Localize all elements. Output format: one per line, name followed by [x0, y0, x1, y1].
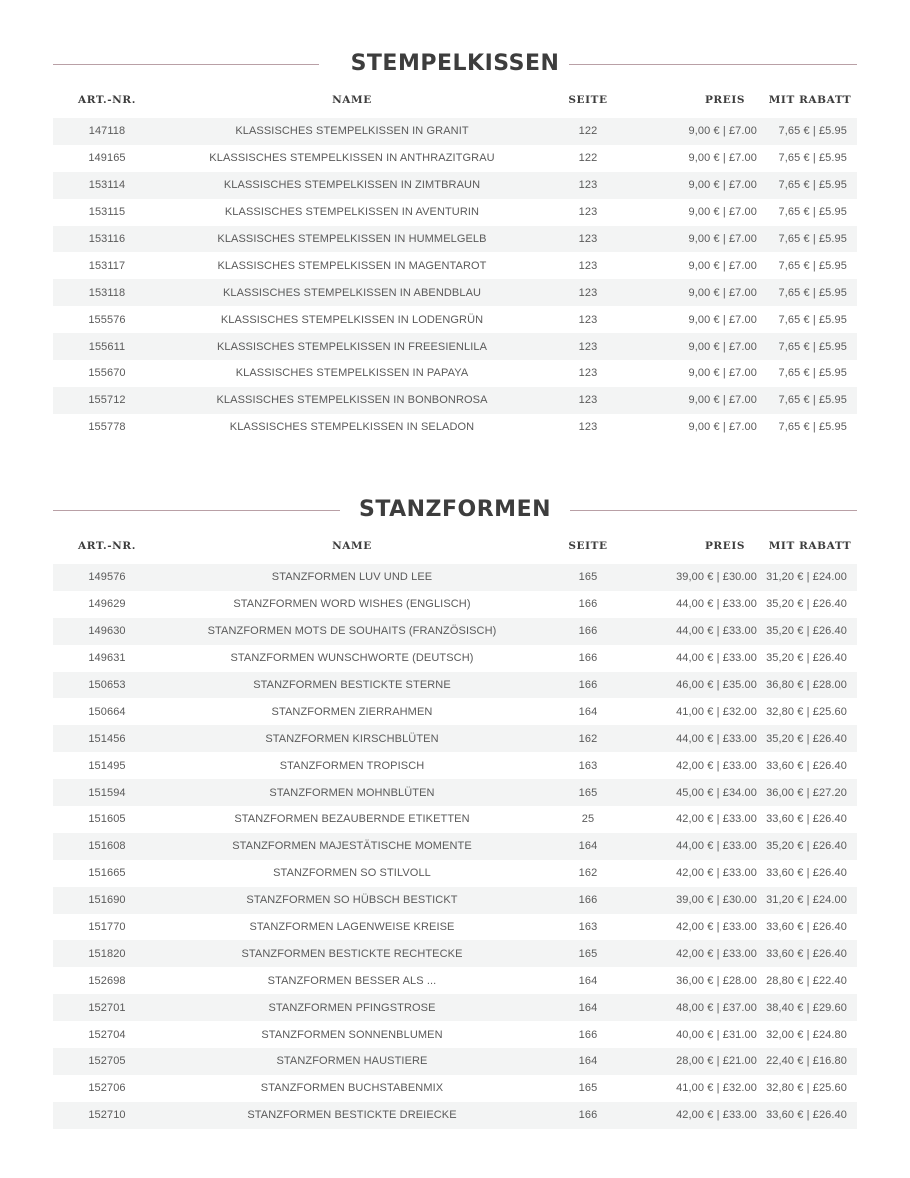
- cell-name: KLASSISCHES STEMPELKISSEN IN AVENTURIN: [224, 206, 480, 219]
- cell-art-nr: 155670: [88, 367, 126, 380]
- table-row: [53, 725, 857, 752]
- cell-rabatt: 35,20 € | £26.40: [766, 598, 847, 611]
- cell-preis: 44,00 € | £33.00: [676, 598, 757, 611]
- cell-preis: 9,00 € | £7.00: [688, 367, 757, 380]
- cell-rabatt: 35,20 € | £26.40: [766, 732, 847, 745]
- table-row: [53, 118, 857, 145]
- cell-name: STANZFORMEN WORD WISHES (ENGLISCH): [233, 598, 471, 611]
- table-row: [53, 967, 857, 994]
- cell-seite: 165: [578, 786, 598, 799]
- cell-rabatt: 36,80 € | £28.00: [766, 679, 847, 691]
- cell-name: STANZFORMEN WUNSCHWORTE (DEUTSCH): [230, 652, 474, 665]
- cell-name: STANZFORMEN SO HÜBSCH BESTICKT: [246, 894, 458, 907]
- cell-preis: 9,00 € | £7.00: [688, 233, 757, 245]
- section-stanzformen: [53, 495, 857, 1129]
- cell-preis: 46,00 € | £35.00: [676, 679, 757, 691]
- cell-rabatt: 38,40 € | £29.60: [766, 1001, 847, 1014]
- cell-seite: 123: [578, 286, 598, 299]
- cell-rabatt: 35,20 € | £26.40: [766, 652, 847, 665]
- cell-rabatt: 33,60 € | £26.40: [766, 921, 847, 934]
- cell-name: STANZFORMEN MAJESTÄTISCHE MOMENTE: [232, 840, 472, 853]
- cell-name: STANZFORMEN PFINGSTROSE: [268, 1001, 436, 1014]
- table-row: [53, 994, 857, 1021]
- cell-art-nr: 153114: [88, 179, 126, 192]
- table-row: [53, 360, 857, 387]
- table-row: [53, 252, 857, 279]
- cell-preis: 9,00 € | £7.00: [688, 286, 757, 299]
- cell-art-nr: 153118: [88, 286, 126, 299]
- cell-rabatt: 31,20 € | £24.00: [766, 571, 847, 584]
- cell-seite: 166: [578, 625, 598, 638]
- cell-preis: 39,00 € | £30.00: [676, 571, 757, 584]
- cell-rabatt: 32,00 € | £24.80: [766, 1028, 847, 1041]
- table-row: [53, 1021, 857, 1048]
- cell-art-nr: 153116: [88, 233, 126, 245]
- cell-rabatt: 33,60 € | £26.40: [766, 867, 847, 880]
- header-seite: SEITE: [568, 540, 608, 552]
- cell-preis: 48,00 € | £37.00: [676, 1001, 757, 1014]
- cell-art-nr: 150664: [88, 705, 126, 718]
- cell-art-nr: 151820: [88, 947, 126, 960]
- cell-art-nr: 151456: [88, 732, 126, 745]
- cell-art-nr: 149629: [88, 598, 126, 611]
- cell-art-nr: 155778: [88, 421, 126, 434]
- cell-rabatt: 7,65 € | £5.95: [778, 233, 847, 245]
- cell-rabatt: 33,60 € | £26.40: [766, 759, 847, 772]
- cell-preis: 42,00 € | £33.00: [676, 813, 757, 826]
- section-stempelkissen: [53, 49, 857, 441]
- cell-name: KLASSISCHES STEMPELKISSEN IN BONBONROSA: [216, 394, 488, 407]
- table-row: [53, 145, 857, 172]
- cell-name: KLASSISCHES STEMPELKISSEN IN ABENDBLAU: [222, 286, 482, 299]
- cell-seite: 166: [578, 1028, 598, 1041]
- cell-seite: 166: [578, 598, 598, 611]
- cell-seite: 162: [578, 732, 598, 745]
- table-row: [53, 940, 857, 967]
- section-title: STEMPELKISSEN: [53, 49, 857, 79]
- table-row: [53, 333, 857, 360]
- table-row: [53, 226, 857, 253]
- header-rabatt: MIT RABATT: [768, 94, 852, 106]
- cell-rabatt: 35,20 € | £26.40: [766, 625, 847, 638]
- table-row: [53, 1048, 857, 1075]
- cell-seite: 164: [578, 974, 598, 987]
- table-row: [53, 645, 857, 672]
- cell-rabatt: 7,65 € | £5.95: [778, 367, 847, 380]
- cell-preis: 41,00 € | £32.00: [676, 705, 757, 718]
- cell-art-nr: 152701: [88, 1001, 126, 1014]
- table-row: [53, 306, 857, 333]
- cell-seite: 164: [578, 1001, 598, 1014]
- cell-seite: 166: [578, 679, 598, 691]
- cell-rabatt: 32,80 € | £25.60: [766, 1082, 847, 1095]
- cell-name: KLASSISCHES STEMPELKISSEN IN LODENGRÜN: [220, 313, 484, 326]
- header-preis: PREIS: [704, 94, 746, 106]
- cell-art-nr: 151594: [88, 786, 126, 799]
- cell-seite: 123: [578, 233, 598, 245]
- cell-art-nr: 149165: [88, 152, 126, 165]
- table-row: [53, 414, 857, 441]
- cell-preis: 40,00 € | £31.00: [676, 1028, 757, 1041]
- cell-art-nr: 155611: [88, 340, 126, 353]
- table-row: [53, 752, 857, 779]
- cell-rabatt: 32,80 € | £25.60: [766, 705, 847, 718]
- cell-preis: 44,00 € | £33.00: [676, 625, 757, 638]
- cell-preis: 41,00 € | £32.00: [676, 1082, 757, 1095]
- cell-rabatt: 7,65 € | £5.95: [778, 421, 847, 434]
- header-name: NAME: [332, 540, 372, 552]
- cell-name: STANZFORMEN SONNENBLUMEN: [261, 1028, 443, 1041]
- cell-art-nr: 149630: [88, 625, 126, 638]
- header-seite: SEITE: [568, 94, 608, 106]
- cell-name: STANZFORMEN BESTICKTE STERNE: [253, 679, 451, 691]
- cell-art-nr: 151608: [88, 840, 126, 853]
- cell-seite: 123: [578, 206, 598, 219]
- cell-art-nr: 152705: [88, 1055, 126, 1068]
- cell-name: KLASSISCHES STEMPELKISSEN IN FREESIENLILA: [216, 340, 488, 353]
- header-art-nr: ART.-NR.: [78, 540, 136, 552]
- cell-rabatt: 33,60 € | £26.40: [766, 947, 847, 960]
- cell-seite: 163: [578, 759, 598, 772]
- cell-rabatt: 7,65 € | £5.95: [778, 125, 847, 138]
- table-row: [53, 887, 857, 914]
- cell-preis: 42,00 € | £33.00: [676, 867, 757, 880]
- cell-preis: 42,00 € | £33.00: [676, 1109, 757, 1122]
- cell-seite: 165: [578, 1082, 598, 1095]
- cell-preis: 28,00 € | £21.00: [676, 1055, 757, 1068]
- cell-preis: 9,00 € | £7.00: [688, 313, 757, 326]
- cell-seite: 162: [578, 867, 598, 880]
- cell-seite: 122: [578, 125, 598, 138]
- cell-preis: 45,00 € | £34.00: [676, 786, 757, 799]
- cell-preis: 9,00 € | £7.00: [688, 179, 757, 192]
- table-row: [53, 1075, 857, 1102]
- table-row: [53, 591, 857, 618]
- cell-name: STANZFORMEN MOHNBLÜTEN: [269, 786, 435, 799]
- section-title: STANZFORMEN: [53, 495, 857, 525]
- cell-art-nr: 152706: [88, 1082, 126, 1095]
- cell-preis: 39,00 € | £30.00: [676, 894, 757, 907]
- header-name: NAME: [332, 94, 372, 106]
- cell-name: STANZFORMEN LUV UND LEE: [271, 571, 433, 584]
- section-header: [53, 495, 857, 525]
- cell-name: STANZFORMEN BESTICKTE DREIECKE: [247, 1109, 457, 1122]
- cell-rabatt: 28,80 € | £22.40: [766, 974, 847, 987]
- cell-seite: 122: [578, 152, 598, 165]
- cell-seite: 123: [578, 313, 598, 326]
- table-row: [53, 833, 857, 860]
- cell-rabatt: 7,65 € | £5.95: [778, 340, 847, 353]
- cell-art-nr: 149576: [88, 571, 126, 584]
- cell-seite: 164: [578, 705, 598, 718]
- cell-name: STANZFORMEN BEZAUBERNDE ETIKETTEN: [234, 813, 470, 826]
- cell-seite: 166: [578, 652, 598, 665]
- cell-art-nr: 151665: [88, 867, 126, 880]
- table-row: [53, 698, 857, 725]
- cell-name: KLASSISCHES STEMPELKISSEN IN MAGENTAROT: [217, 259, 487, 272]
- cell-art-nr: 151770: [88, 921, 126, 934]
- table-row: [53, 672, 857, 699]
- cell-art-nr: 150653: [88, 679, 126, 691]
- cell-rabatt: 7,65 € | £5.95: [778, 206, 847, 219]
- cell-seite: 123: [578, 421, 598, 434]
- cell-seite: 165: [578, 571, 598, 584]
- cell-art-nr: 147118: [88, 125, 126, 138]
- cell-art-nr: 152710: [88, 1109, 126, 1122]
- cell-art-nr: 151495: [88, 759, 126, 772]
- cell-preis: 42,00 € | £33.00: [676, 921, 757, 934]
- cell-rabatt: 33,60 € | £26.40: [766, 813, 847, 826]
- cell-preis: 42,00 € | £33.00: [676, 759, 757, 772]
- table-body: [53, 118, 857, 441]
- cell-name: KLASSISCHES STEMPELKISSEN IN ZIMTBRAUN: [223, 179, 481, 192]
- cell-rabatt: 7,65 € | £5.95: [778, 286, 847, 299]
- table-header: [53, 82, 857, 118]
- cell-rabatt: 7,65 € | £5.95: [778, 259, 847, 272]
- cell-rabatt: 7,65 € | £5.95: [778, 394, 847, 407]
- cell-seite: 164: [578, 1055, 598, 1068]
- cell-preis: 9,00 € | £7.00: [688, 152, 757, 165]
- table-row: [53, 387, 857, 414]
- table-row: [53, 618, 857, 645]
- cell-preis: 44,00 € | £33.00: [676, 840, 757, 853]
- table-row: [53, 172, 857, 199]
- cell-name: STANZFORMEN BESTICKTE RECHTECKE: [241, 947, 463, 960]
- cell-art-nr: 155712: [88, 394, 126, 407]
- cell-art-nr: 149631: [88, 652, 126, 665]
- cell-name: STANZFORMEN KIRSCHBLÜTEN: [265, 732, 439, 745]
- cell-seite: 163: [578, 921, 598, 934]
- table-row: [53, 199, 857, 226]
- cell-rabatt: 31,20 € | £24.00: [766, 894, 847, 907]
- cell-name: STANZFORMEN SO STILVOLL: [273, 867, 431, 880]
- cell-name: STANZFORMEN BESSER ALS ...: [267, 974, 437, 987]
- cell-seite: 123: [578, 394, 598, 407]
- cell-rabatt: 33,60 € | £26.40: [766, 1109, 847, 1122]
- cell-art-nr: 155576: [88, 313, 126, 326]
- table-row: [53, 806, 857, 833]
- cell-name: KLASSISCHES STEMPELKISSEN IN GRANIT: [235, 125, 469, 138]
- cell-rabatt: 7,65 € | £5.95: [778, 152, 847, 165]
- cell-art-nr: 152704: [88, 1028, 126, 1041]
- cell-seite: 123: [578, 340, 598, 353]
- table-header: [53, 528, 857, 564]
- header-rabatt: MIT RABATT: [768, 540, 852, 552]
- cell-name: STANZFORMEN HAUSTIERE: [276, 1055, 428, 1068]
- cell-name: KLASSISCHES STEMPELKISSEN IN HUMMELGELB: [217, 233, 487, 245]
- table-row: [53, 779, 857, 806]
- cell-seite: 123: [578, 367, 598, 380]
- cell-art-nr: 153115: [88, 206, 126, 219]
- cell-rabatt: 36,00 € | £27.20: [766, 786, 847, 799]
- cell-name: KLASSISCHES STEMPELKISSEN IN SELADON: [229, 421, 475, 434]
- cell-art-nr: 152698: [88, 974, 126, 987]
- cell-name: KLASSISCHES STEMPELKISSEN IN PAPAYA: [235, 367, 469, 380]
- cell-name: STANZFORMEN ZIERRAHMEN: [271, 705, 433, 718]
- cell-preis: 44,00 € | £33.00: [676, 652, 757, 665]
- header-preis: PREIS: [704, 540, 746, 552]
- cell-seite: 164: [578, 840, 598, 853]
- cell-name: STANZFORMEN TROPISCH: [279, 759, 425, 772]
- table-row: [53, 564, 857, 591]
- cell-name: STANZFORMEN BUCHSTABENMIX: [260, 1082, 444, 1095]
- table-body: [53, 564, 857, 1129]
- cell-seite: 25: [581, 813, 595, 826]
- cell-rabatt: 7,65 € | £5.95: [778, 179, 847, 192]
- cell-preis: 9,00 € | £7.00: [688, 206, 757, 219]
- cell-art-nr: 153117: [88, 259, 126, 272]
- cell-art-nr: 151690: [88, 894, 126, 907]
- section-header: [53, 49, 857, 79]
- cell-preis: 42,00 € | £33.00: [676, 947, 757, 960]
- cell-preis: 9,00 € | £7.00: [688, 259, 757, 272]
- cell-rabatt: 7,65 € | £5.95: [778, 313, 847, 326]
- cell-name: KLASSISCHES STEMPELKISSEN IN ANTHRAZITGRAU: [209, 152, 495, 165]
- cell-preis: 9,00 € | £7.00: [688, 340, 757, 353]
- cell-preis: 36,00 € | £28.00: [676, 974, 757, 987]
- cell-preis: 9,00 € | £7.00: [688, 125, 757, 138]
- cell-seite: 123: [578, 179, 598, 192]
- cell-seite: 123: [578, 259, 598, 272]
- table-row: [53, 1102, 857, 1129]
- cell-art-nr: 151605: [88, 813, 126, 826]
- cell-preis: 9,00 € | £7.00: [688, 421, 757, 434]
- cell-rabatt: 35,20 € | £26.40: [766, 840, 847, 853]
- table-row: [53, 279, 857, 306]
- table-row: [53, 914, 857, 941]
- header-art-nr: ART.-NR.: [78, 94, 136, 106]
- cell-name: STANZFORMEN MOTS DE SOUHAITS (FRANZÖSISCH): [207, 625, 497, 638]
- table-row: [53, 860, 857, 887]
- cell-seite: 165: [578, 947, 598, 960]
- cell-seite: 166: [578, 1109, 598, 1122]
- cell-name: STANZFORMEN LAGENWEISE KREISE: [249, 921, 455, 934]
- cell-rabatt: 22,40 € | £16.80: [766, 1055, 847, 1068]
- cell-seite: 166: [578, 894, 598, 907]
- cell-preis: 9,00 € | £7.00: [688, 394, 757, 407]
- cell-preis: 44,00 € | £33.00: [676, 732, 757, 745]
